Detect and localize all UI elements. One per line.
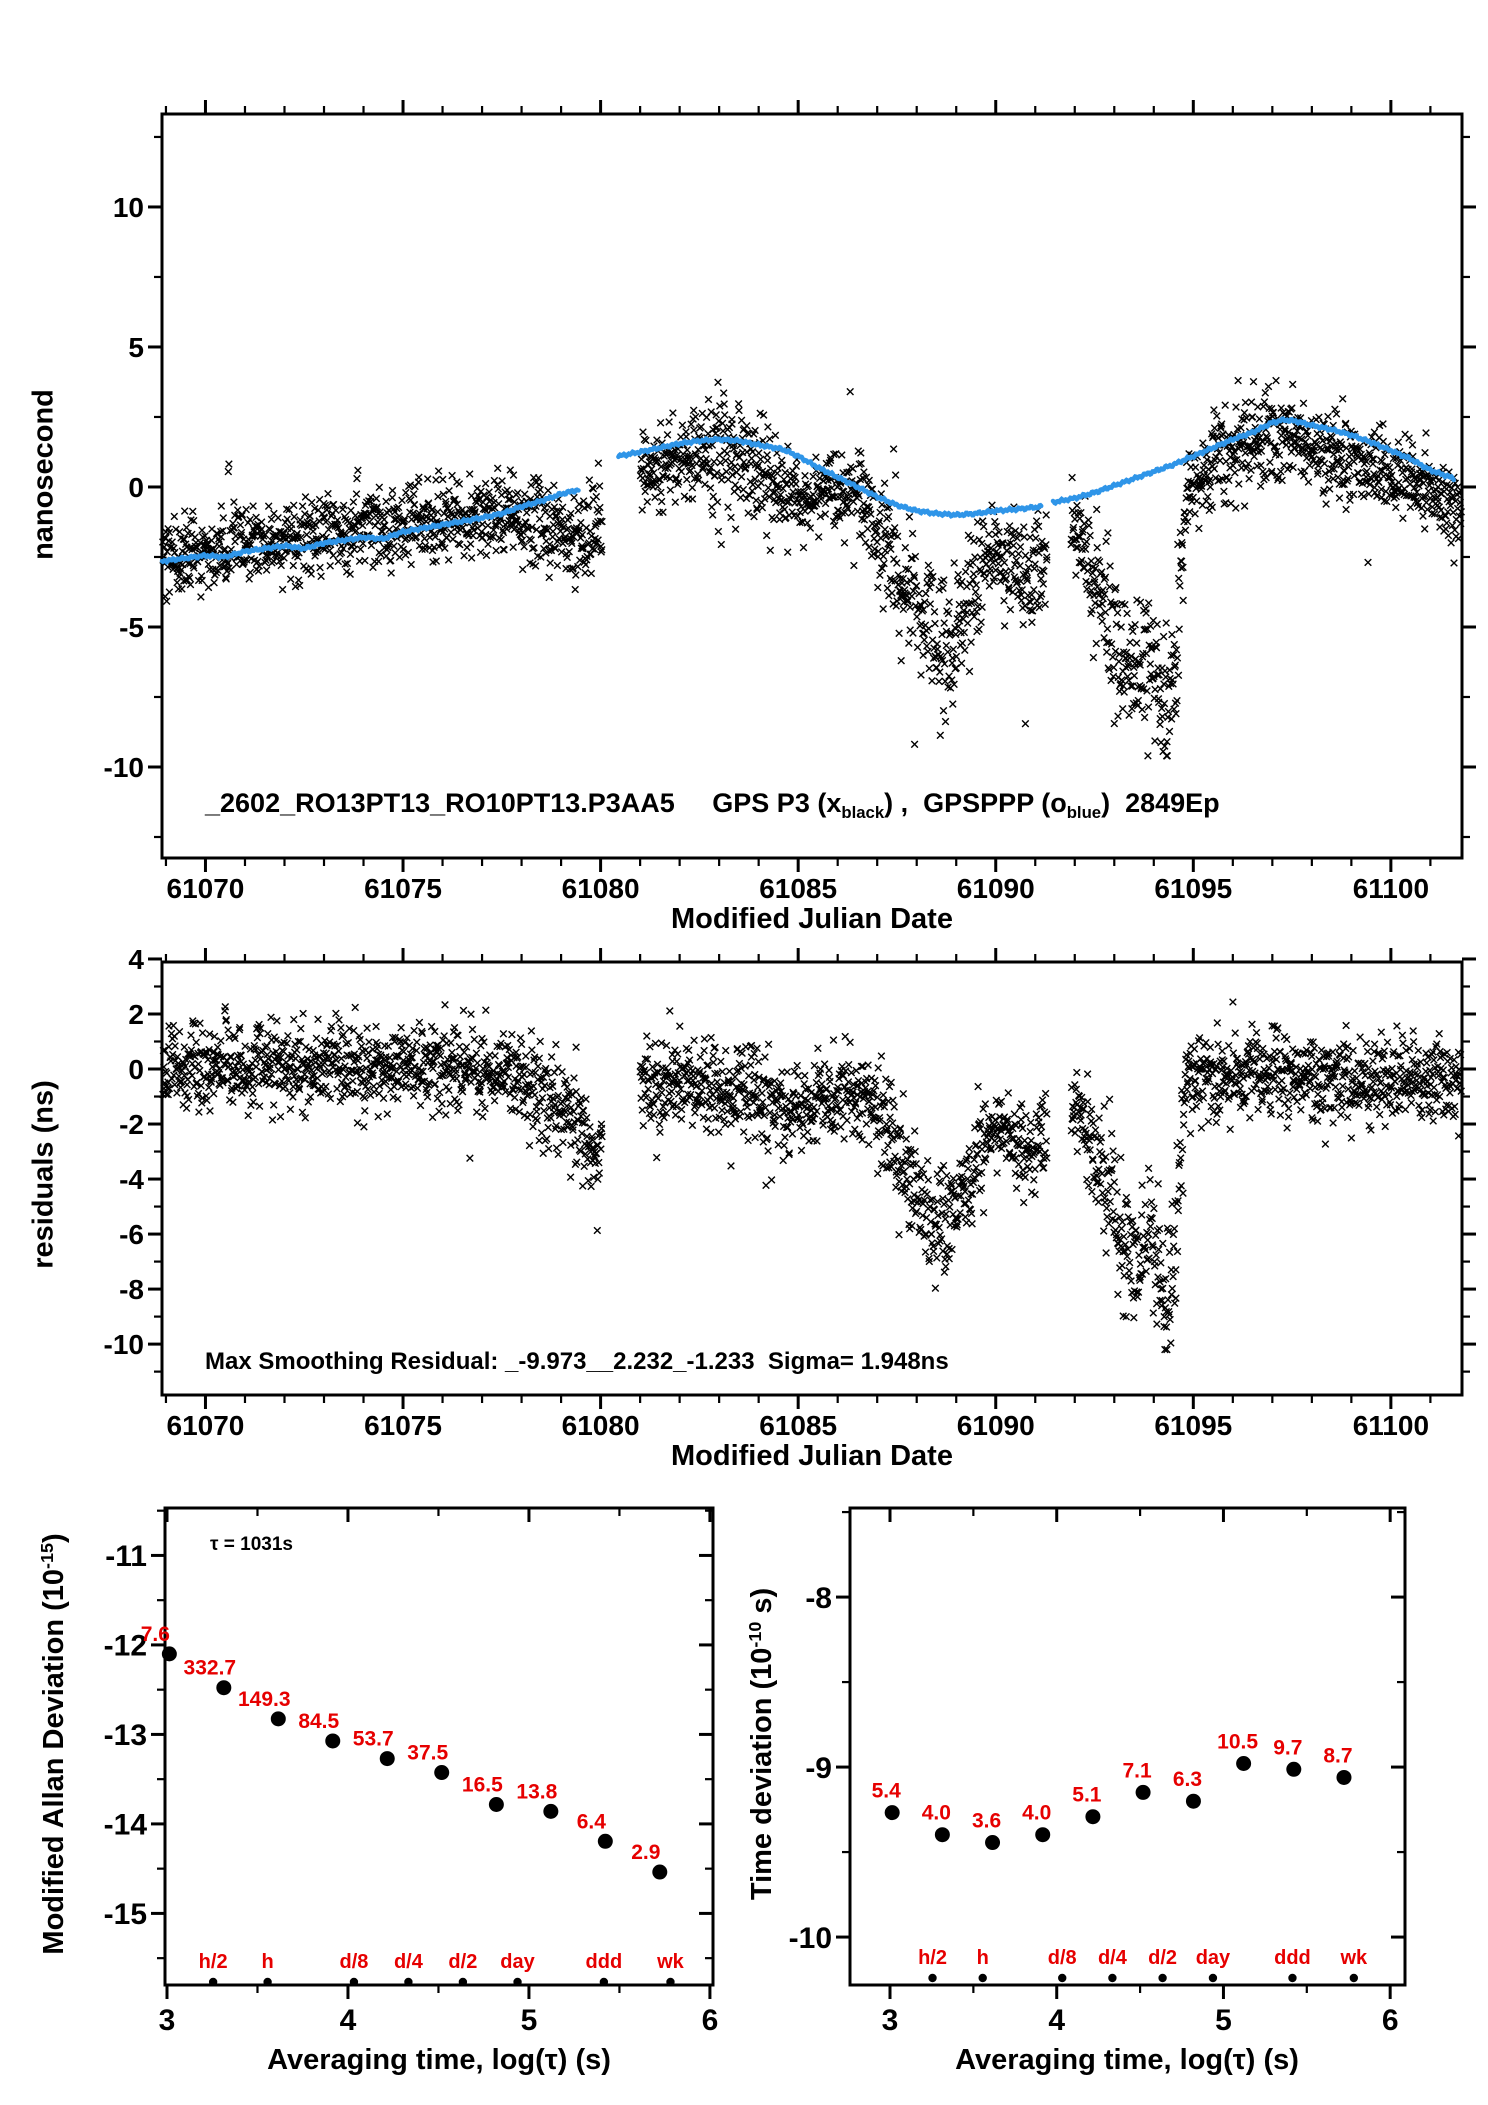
tdev-point-value-label: 6.3 bbox=[1172, 1768, 1203, 1792]
title-text-segment: Modified Allan Deviation (10 bbox=[37, 1568, 70, 1955]
mdev-y-tick-label: -14 bbox=[103, 1808, 147, 1842]
mdev-point-value-label: 2.9 bbox=[631, 1841, 661, 1865]
tdev-time-marker-label: ddd bbox=[1274, 1947, 1311, 1969]
tdev-time-markers bbox=[928, 1974, 1358, 1982]
residuals-ticks bbox=[148, 948, 1476, 1409]
phase-x-tick-label: 61070 bbox=[166, 873, 245, 904]
residuals-y-tick-label: -2 bbox=[119, 1109, 144, 1141]
phase-plot-frame bbox=[162, 114, 1462, 858]
title-script-segment: black bbox=[841, 802, 885, 822]
tdev-time-marker-label: h/2 bbox=[918, 1947, 947, 1969]
plot-title bbox=[205, 788, 1220, 823]
title-script-segment: -10 bbox=[745, 1621, 766, 1648]
tdev-point-value-label: 10.5 bbox=[1217, 1730, 1259, 1754]
tdev-time-marker-label: wk bbox=[1340, 1947, 1368, 1969]
residuals-y-tick-label: -4 bbox=[119, 1164, 144, 1196]
max-smoothing-annotation: Max Smoothing Residual: _-9.973__2.232_-1.233 Sigma= 1.948ns bbox=[205, 1348, 949, 1375]
mdev-point-value-label: 7.6 bbox=[140, 1622, 170, 1646]
residuals-x-tick-label: 61085 bbox=[759, 1410, 838, 1441]
residuals-x-tick-label: 61090 bbox=[956, 1410, 1035, 1441]
phase-scatter-gps-p3 bbox=[160, 377, 1465, 759]
residuals-y-tick-label: -8 bbox=[119, 1274, 144, 1306]
tau-annotation: τ = 1031s bbox=[210, 1534, 293, 1555]
residuals-x-tick-label: 61100 bbox=[1352, 1410, 1430, 1441]
tdev-y-tick-label: -8 bbox=[805, 1581, 832, 1615]
tdev-point-value-label: 5.4 bbox=[871, 1779, 901, 1803]
mdev-time-marker-label: ddd bbox=[585, 1951, 623, 1973]
y-axis-title-mdev bbox=[37, 1444, 71, 2044]
title-text-segment: _2602_RO13PT13_RO10PT13.P3AA5 GPS P3 (x bbox=[205, 788, 842, 818]
tdev-y-tick-label: -9 bbox=[805, 1751, 832, 1785]
tdev-time-marker-label: d/8 bbox=[1047, 1947, 1077, 1969]
tdev-point-value-label: 7.1 bbox=[1122, 1759, 1152, 1783]
residuals-x-tick-label: 61080 bbox=[561, 1410, 640, 1441]
phase-y-tick-label: 5 bbox=[128, 332, 144, 364]
mdev-time-marker-label: d/8 bbox=[339, 1951, 369, 1973]
tdev-time-marker-label: h bbox=[976, 1947, 989, 1969]
phase-x-tick-label: 61085 bbox=[759, 873, 838, 904]
mdev-y-tick-label: -15 bbox=[103, 1898, 147, 1932]
tdev-point-value-label: 8.7 bbox=[1323, 1744, 1353, 1768]
phase-y-tick-label: -5 bbox=[119, 612, 144, 644]
mdev-time-marker-label: h bbox=[261, 1951, 274, 1973]
tdev-y-tick-label: -10 bbox=[788, 1921, 832, 1955]
mdev-point-value-label: 149.3 bbox=[238, 1687, 291, 1711]
tdev-point-value-label: 5.1 bbox=[1072, 1783, 1102, 1807]
mdev-x-tick-label: 5 bbox=[520, 2004, 538, 2037]
title-text-segment: s) bbox=[745, 1587, 778, 1622]
mdev-point-value-label: 13.8 bbox=[516, 1780, 558, 1804]
phase-x-tick-label: 61090 bbox=[956, 873, 1035, 904]
phase-x-tick-label: 61100 bbox=[1352, 873, 1430, 904]
phase-x-tick-label: 61095 bbox=[1154, 873, 1233, 904]
mdev-x-tick-label: 6 bbox=[701, 2004, 719, 2037]
tdev-time-marker-label: d/4 bbox=[1097, 1947, 1127, 1969]
x-axis-title-mjd-top: Modified Julian Date bbox=[671, 903, 953, 935]
mdev-point-value-label: 6.4 bbox=[576, 1810, 606, 1834]
residuals-y-tick-label: 0 bbox=[128, 1054, 144, 1086]
mdev-time-marker-label: wk bbox=[657, 1951, 684, 1973]
tdev-ticks bbox=[836, 1508, 1405, 1999]
mdev-time-marker-label: day bbox=[500, 1951, 535, 1973]
mdev-y-tick-label: -12 bbox=[103, 1629, 147, 1663]
tdev-point-value-label: 4.0 bbox=[1022, 1801, 1052, 1825]
title-script-segment: blue bbox=[1066, 802, 1102, 822]
mdev-point-value-label: 16.5 bbox=[461, 1773, 503, 1797]
tdev-time-marker-label: day bbox=[1195, 1947, 1231, 1969]
tdev-data-points bbox=[885, 1756, 1352, 1850]
phase-ticks bbox=[148, 100, 1476, 872]
title-script-segment: -15 bbox=[37, 1542, 58, 1569]
mdev-point-value-label: 84.5 bbox=[298, 1709, 340, 1733]
tdev-x-tick-label: 4 bbox=[1048, 2004, 1066, 2037]
residuals-x-tick-label: 61075 bbox=[364, 1410, 442, 1441]
phase-y-tick-label: -10 bbox=[103, 752, 144, 784]
y-axis-title-nanosecond: nanosecond bbox=[27, 389, 60, 560]
title-text-segment: ) bbox=[37, 1533, 70, 1543]
y-axis-title-residuals: residuals (ns) bbox=[27, 1080, 60, 1269]
mdev-point-value-label: 332.7 bbox=[183, 1656, 237, 1680]
mdev-point-value-label: 37.5 bbox=[407, 1741, 449, 1765]
residuals-y-tick-label: -6 bbox=[119, 1219, 144, 1251]
residuals-y-tick-label: -10 bbox=[103, 1329, 144, 1361]
residuals-x-tick-label: 61095 bbox=[1154, 1410, 1233, 1441]
mdev-x-tick-label: 4 bbox=[339, 2004, 357, 2037]
mdev-time-marker-label: d/4 bbox=[393, 1951, 423, 1973]
title-text-segment: ) 2849Ep bbox=[1101, 788, 1220, 818]
x-axis-title-averaging-right: Averaging time, log(τ) (s) bbox=[955, 2044, 1299, 2076]
mdev-point-value-label: 53.7 bbox=[352, 1727, 394, 1751]
phase-y-tick-label: 10 bbox=[112, 192, 144, 224]
mdev-time-marker-label: h/2 bbox=[198, 1951, 228, 1973]
residuals-y-tick-label: 4 bbox=[128, 944, 144, 976]
mdev-y-tick-label: -11 bbox=[105, 1540, 147, 1574]
x-axis-title-mjd-middle: Modified Julian Date bbox=[671, 1440, 953, 1472]
phase-x-tick-label: 61075 bbox=[364, 873, 442, 904]
tdev-point-value-label: 4.0 bbox=[921, 1801, 951, 1825]
tdev-point-value-label: 9.7 bbox=[1273, 1736, 1303, 1760]
tdev-point-value-label: 3.6 bbox=[971, 1809, 1002, 1833]
residuals-x-tick-label: 61070 bbox=[166, 1410, 245, 1441]
residuals-plot-frame bbox=[162, 962, 1462, 1395]
tdev-x-tick-label: 5 bbox=[1215, 2004, 1232, 2037]
mdev-y-tick-label: -13 bbox=[103, 1719, 147, 1753]
mdev-x-tick-label: 3 bbox=[158, 2004, 176, 2037]
tdev-x-tick-label: 3 bbox=[881, 2004, 899, 2037]
title-text-segment: Time deviation (10 bbox=[745, 1647, 778, 1901]
tdev-x-tick-label: 6 bbox=[1381, 2004, 1399, 2037]
tdev-time-marker-label: d/2 bbox=[1148, 1947, 1178, 1969]
residuals-scatter-residuals bbox=[160, 999, 1465, 1353]
x-axis-title-averaging-left: Averaging time, log(τ) (s) bbox=[267, 2044, 611, 2076]
residuals-y-tick-label: 2 bbox=[128, 999, 144, 1031]
phase-x-tick-label: 61080 bbox=[561, 873, 640, 904]
y-axis-title-tdev bbox=[745, 1444, 779, 2044]
phase-y-tick-label: 0 bbox=[128, 472, 144, 504]
tdev-plot-frame bbox=[850, 1508, 1405, 1985]
title-text-segment: ) , GPSPPP (o bbox=[884, 788, 1067, 818]
mdev-time-marker-label: d/2 bbox=[448, 1951, 478, 1973]
